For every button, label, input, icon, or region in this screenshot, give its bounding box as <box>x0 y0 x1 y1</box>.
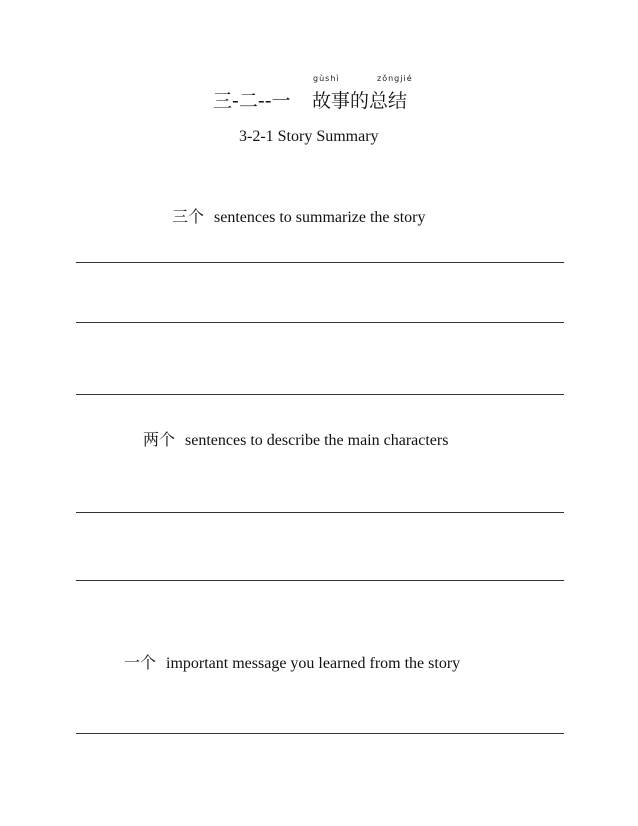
prompt-message <box>124 650 460 673</box>
prompt-summarize <box>172 204 426 227</box>
writing-line-1[interactable] <box>76 262 564 263</box>
prompt-characters-text: sentences to describe the main characters <box>185 432 449 449</box>
title-numbers: 三-二--一 <box>213 90 291 112</box>
title-chinese: 故事的总结 <box>312 90 408 112</box>
prompt-summarize-count: 三个 <box>172 207 205 226</box>
prompt-message-count: 一个 <box>124 653 157 672</box>
pinyin-zongjie: zǒngjié <box>377 74 413 83</box>
prompt-characters-count: 两个 <box>143 430 176 449</box>
writing-line-3[interactable] <box>76 394 564 395</box>
writing-line-4[interactable] <box>76 512 564 513</box>
prompt-characters <box>143 427 448 450</box>
prompt-summarize-text: sentences to summarize the story <box>214 209 426 226</box>
page-subtitle: 3-2-1 Story Summary <box>239 128 379 145</box>
writing-line-6[interactable] <box>76 733 564 734</box>
writing-line-5[interactable] <box>76 580 564 581</box>
prompt-message-text: important message you learned from the story <box>166 655 461 672</box>
pinyin-gushi: gùshì <box>313 74 340 83</box>
writing-line-2[interactable] <box>76 322 564 323</box>
